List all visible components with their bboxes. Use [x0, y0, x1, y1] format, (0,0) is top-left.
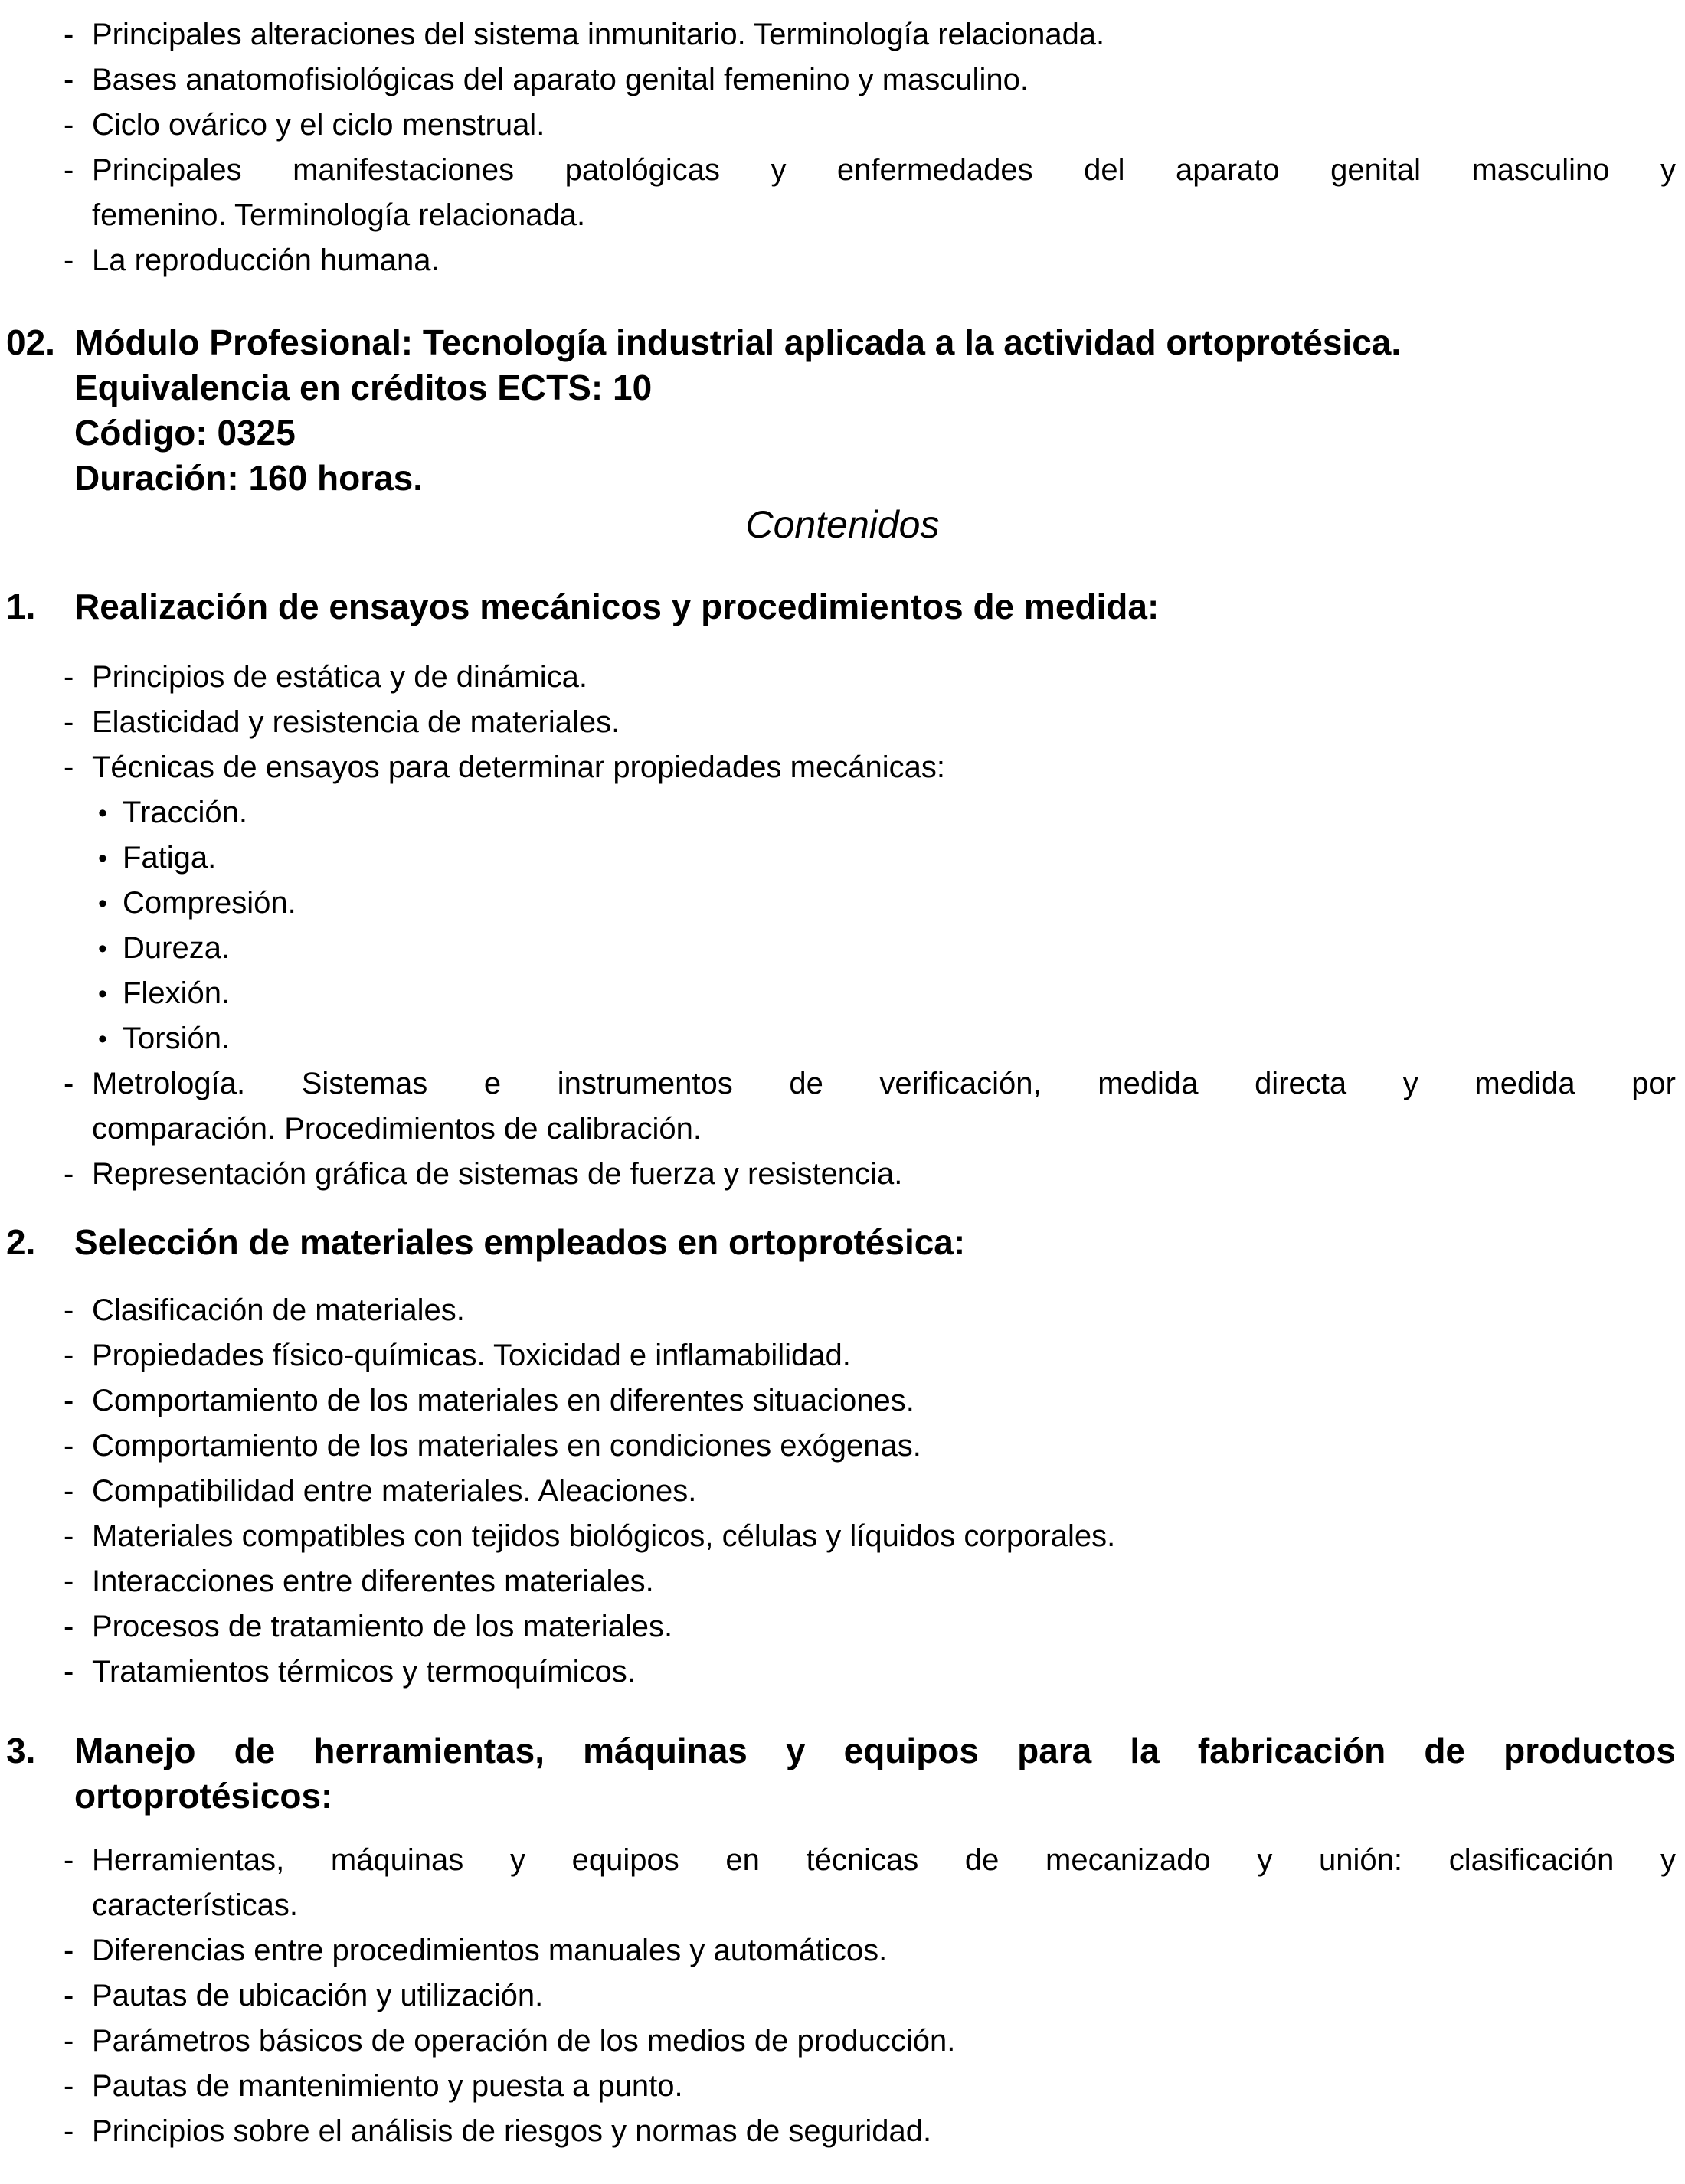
module-heading [0, 320, 1685, 501]
section-2-title: Selección de materiales empleados en ortoprotésica: [74, 1222, 966, 1262]
list-item-line: Compatibilidad entre materiales. Aleaciones. [92, 1474, 697, 1508]
list-item [0, 1378, 1685, 1424]
section-3-title: Manejo de herramientas, máquinas y equipos para la fabricación de productos [74, 1731, 1676, 1770]
list-item-line: Principios de estática y de dinámica. [92, 660, 587, 694]
list-item-line: Parámetros básicos de operación de los medios de producción. [92, 2024, 956, 2058]
dash-marker: - [64, 2069, 74, 2103]
dash-marker: - [64, 705, 74, 739]
list-item [0, 1928, 1685, 1973]
list-item-line: Flexión. [123, 976, 231, 1010]
dash-marker: - [64, 244, 74, 277]
list-item [0, 1973, 1685, 2019]
list-item-line: Comportamiento de los materiales en condiciones exógenas. [92, 1429, 921, 1463]
list-item-line: Ciclo ovárico y el ciclo menstrual. [92, 108, 545, 142]
list-item [0, 655, 1685, 700]
dash-marker: - [64, 1429, 74, 1463]
list-item-line: La reproducción humana. [92, 244, 440, 277]
list-item [0, 12, 1685, 57]
contenidos-heading: Contenidos [745, 503, 940, 546]
list-item [0, 926, 1685, 971]
section-2-number: 2. [6, 1222, 36, 1262]
list-item [0, 2109, 1685, 2154]
list-item [0, 148, 1685, 238]
list-item [0, 1838, 1685, 1928]
list-item-line: Interacciones entre diferentes materiales. [92, 1564, 654, 1598]
list-item-line: Principales manifestaciones patológicas y enfermedades del aparato genital masculino y [92, 153, 1676, 187]
list-item [0, 1514, 1685, 1559]
dash-marker: - [64, 660, 74, 694]
list-item-line: Procesos de tratamiento de los materiales. [92, 1610, 673, 1643]
list-item [0, 1016, 1685, 1061]
list-item-line: Clasificación de materiales. [92, 1293, 465, 1327]
dash-marker: - [64, 1157, 74, 1191]
list-item [0, 790, 1685, 835]
bullet-icon: • [98, 979, 107, 1009]
bullet-icon: • [98, 934, 107, 963]
list-item [0, 1288, 1685, 1333]
module-code: Código: 0325 [74, 413, 296, 453]
bullet-icon: • [98, 844, 107, 873]
dash-marker: - [64, 1934, 74, 1967]
list-item [0, 238, 1685, 283]
list-item [0, 1649, 1685, 1695]
list-item-line: Herramientas, máquinas y equipos en técnicas de mecanizado y unión: clasificación y [92, 1843, 1676, 1877]
module-ects: Equivalencia en créditos ECTS: 10 [74, 368, 653, 407]
section-2-items [0, 1288, 1685, 1695]
list-item [0, 700, 1685, 745]
bullet-icon: • [98, 1025, 107, 1054]
intro-list [0, 12, 1685, 283]
list-item-line: Fatiga. [123, 841, 217, 875]
list-item-line: Pautas de ubicación y utilización. [92, 1979, 544, 2012]
list-item-line: Propiedades físico-químicas. Toxicidad e inflamabilidad. [92, 1339, 851, 1372]
dash-marker: - [64, 153, 74, 187]
bullet-icon: • [98, 889, 107, 918]
list-item-line: Materiales compatibles con tejidos biológicos, células y líquidos corporales. [92, 1519, 1116, 1553]
section-1-items [0, 655, 1685, 1197]
dash-marker: - [64, 1979, 74, 2012]
list-item [0, 1559, 1685, 1604]
list-item-line: Torsión. [123, 1022, 231, 1055]
list-item [0, 1604, 1685, 1649]
list-item-line: características. [92, 1888, 298, 1922]
list-item [0, 1469, 1685, 1514]
list-item [0, 971, 1685, 1016]
list-item [0, 881, 1685, 926]
dash-marker: - [64, 1384, 74, 1417]
dash-marker: - [64, 1293, 74, 1327]
list-item-line: Compresión. [123, 886, 296, 920]
dash-marker: - [64, 1843, 74, 1877]
list-item-line: Técnicas de ensayos para determinar propiedades mecánicas: [92, 750, 945, 784]
list-item-line: Pautas de mantenimiento y puesta a punto. [92, 2069, 683, 2103]
section-3-heading [0, 1728, 1685, 1819]
module-number: 02. [6, 322, 55, 362]
list-item-line: femenino. Terminología relacionada. [92, 198, 586, 232]
dash-marker: - [64, 108, 74, 142]
module-title: Módulo Profesional: Tecnología industrial aplicada a la actividad ortoprotésica. [74, 322, 1402, 362]
list-item-line: comparación. Procedimientos de calibración. [92, 1112, 702, 1146]
list-item [0, 1333, 1685, 1378]
list-item [0, 1424, 1685, 1469]
dash-marker: - [64, 1067, 74, 1100]
dash-marker: - [64, 1655, 74, 1689]
list-item [0, 2064, 1685, 2109]
list-item-line: Bases anatomofisiológicas del aparato genital femenino y masculino. [92, 63, 1029, 96]
dash-marker: - [64, 1564, 74, 1598]
dash-marker: - [64, 2114, 74, 2148]
section-3-title-continued: ortoprotésicos: [74, 1776, 333, 1816]
list-item [0, 745, 1685, 790]
list-item-line: Metrología. Sistemas e instrumentos de verificación, medida directa y medida por [92, 1067, 1676, 1100]
list-item [0, 103, 1685, 148]
list-item-line: Elasticidad y resistencia de materiales. [92, 705, 620, 739]
list-item [0, 57, 1685, 103]
list-item-line: Dureza. [123, 931, 231, 965]
list-item [0, 2019, 1685, 2064]
list-item [0, 1061, 1685, 1152]
dash-marker: - [64, 1474, 74, 1508]
dash-marker: - [64, 2024, 74, 2058]
list-item-line: Diferencias entre procedimientos manuales y automáticos. [92, 1934, 888, 1967]
section-3-number: 3. [6, 1731, 36, 1770]
dash-marker: - [64, 1519, 74, 1553]
list-item-line: Representación gráfica de sistemas de fuerza y resistencia. [92, 1157, 903, 1191]
list-item [0, 1152, 1685, 1197]
dash-marker: - [64, 1610, 74, 1643]
list-item-line: Tratamientos térmicos y termoquímicos. [92, 1655, 636, 1689]
section-1-title: Realización de ensayos mecánicos y procedimientos de medida: [74, 587, 1160, 626]
section-2-heading [0, 1220, 1685, 1265]
section-3-items [0, 1838, 1685, 2154]
dash-marker: - [64, 18, 74, 51]
dash-marker: - [64, 750, 74, 784]
list-item-line: Tracción. [123, 796, 248, 829]
list-item-line: Comportamiento de los materiales en diferentes situaciones. [92, 1384, 914, 1417]
list-item [0, 835, 1685, 881]
list-item-line: Principios sobre el análisis de riesgos y normas de seguridad. [92, 2114, 932, 2148]
section-1-heading [0, 584, 1685, 629]
list-item-line: Principales alteraciones del sistema inmunitario. Terminología relacionada. [92, 18, 1105, 51]
section-1-number: 1. [6, 587, 36, 626]
dash-marker: - [64, 1339, 74, 1372]
dash-marker: - [64, 63, 74, 96]
module-duration: Duración: 160 horas. [74, 458, 424, 498]
bullet-icon: • [98, 799, 107, 828]
